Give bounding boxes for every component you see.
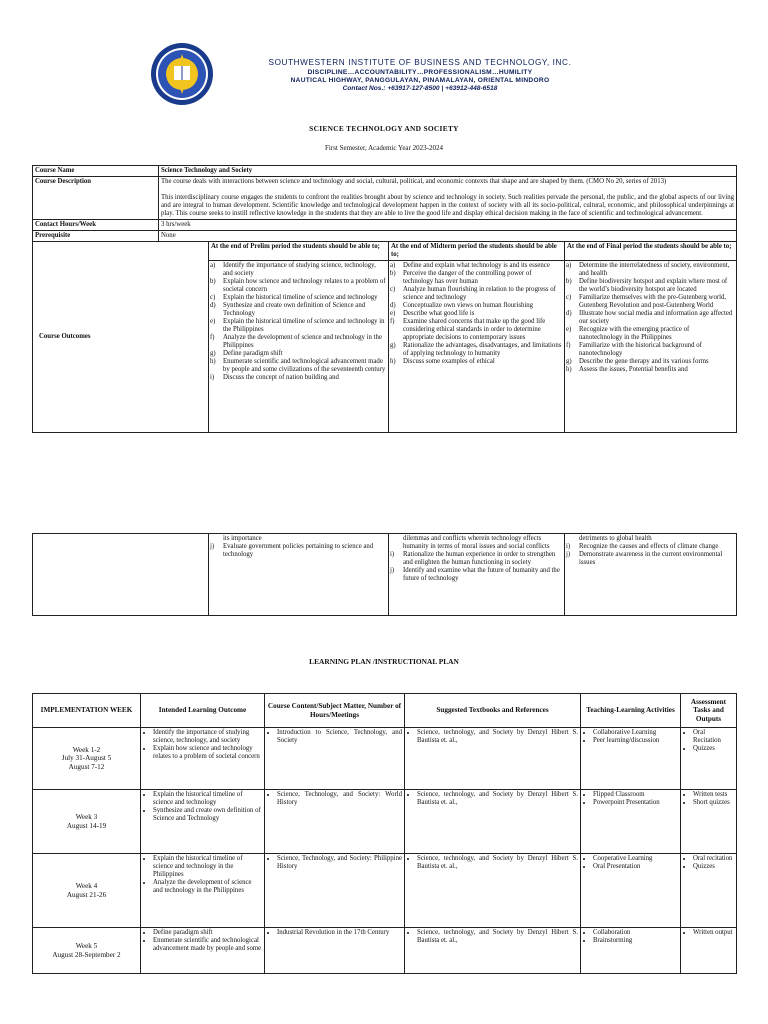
outcome-item bbox=[390, 318, 562, 342]
final-header: At the end of Final period the students should be able to; bbox=[565, 242, 737, 261]
course-outcomes-label: Course Outcomes bbox=[33, 242, 209, 433]
school-address: NAUTICAL HIGHWAY, PANGGULAYAN, PINAMALAYAN, ORIENTAL MINDORO bbox=[290, 77, 550, 84]
document-title: SCIENCE TECHNOLOGY AND SOCIETY bbox=[309, 124, 459, 133]
outcome-item bbox=[210, 334, 386, 350]
assess-cell bbox=[681, 854, 737, 928]
outcome-text: Explain the historical timeline of science and technology in the Philippines bbox=[223, 318, 385, 333]
table-row bbox=[33, 790, 737, 854]
tla-cell bbox=[581, 854, 681, 928]
learning-plan-header-row bbox=[33, 694, 737, 728]
outcome-letter: d) bbox=[210, 302, 216, 309]
outcome-item bbox=[390, 262, 562, 270]
outcome-text: Familiarize themselves with the pre-Gutenberg world, Gutenberg Revolution and post-Gutenberg World bbox=[579, 294, 727, 309]
content-list bbox=[267, 855, 402, 871]
refs-list bbox=[407, 729, 578, 745]
outcome-text: Assess the issues, Potential benefits and bbox=[579, 366, 688, 373]
list-item: • Science, technology, and Society by Denzyl Hibert S. Bautista et. al., bbox=[417, 929, 578, 945]
course-outcomes-continuation-table bbox=[32, 533, 737, 616]
outcome-letter: h) bbox=[210, 358, 216, 365]
assess-list bbox=[683, 855, 734, 871]
assess-cell bbox=[681, 728, 737, 790]
assess-cell bbox=[681, 928, 737, 974]
assess-cell bbox=[681, 790, 737, 854]
ilo-cell bbox=[141, 790, 265, 854]
list-item: • Define paradigm shift bbox=[153, 929, 262, 937]
list-item: dilemmas and conflicts wherein technology effects humanity in terms of moral issues and social conflicts bbox=[403, 535, 550, 550]
outcome-text: Analyze human flourishing in relation to the progress of science and technology bbox=[403, 286, 556, 301]
plan-column-header: Assessment Tasks and Outputs bbox=[681, 694, 737, 728]
outcome-letter: a) bbox=[390, 262, 396, 269]
outcome-letter: e) bbox=[390, 310, 396, 317]
outcome-item bbox=[566, 262, 734, 278]
outcome-item bbox=[566, 366, 734, 374]
outcome-letter: h) bbox=[566, 366, 572, 373]
outcome-item bbox=[390, 551, 562, 567]
contact-hours-value: 3 hrs/week bbox=[159, 220, 737, 231]
outcome-letter: h) bbox=[390, 358, 396, 365]
outcome-text: Discuss the concept of nation building and bbox=[223, 374, 339, 381]
tla-list bbox=[583, 729, 678, 745]
course-name-value: Science Technology and Society bbox=[159, 166, 737, 177]
refs-cell bbox=[405, 928, 581, 974]
outcome-letter: f) bbox=[210, 334, 215, 341]
document-subtitle: First Semester, Academic Year 2023-2024 bbox=[325, 144, 443, 152]
outcome-letter: i) bbox=[390, 551, 395, 558]
refs-cell bbox=[405, 790, 581, 854]
refs-cell bbox=[405, 854, 581, 928]
week-cell bbox=[33, 928, 141, 974]
outcome-letter: g) bbox=[566, 358, 572, 365]
list-item: • Cooperative Learning bbox=[593, 855, 678, 863]
outcome-item bbox=[566, 294, 734, 310]
refs-list bbox=[407, 929, 578, 945]
tla-list bbox=[583, 929, 678, 945]
outcome-item bbox=[566, 358, 734, 366]
content-cell bbox=[265, 928, 405, 974]
outcome-item bbox=[210, 350, 386, 358]
outcome-text: Determine the interrelatedness of society, environment, and health bbox=[579, 262, 730, 277]
week-cell bbox=[33, 728, 141, 790]
list-item: • Peer learning/discussion bbox=[593, 737, 678, 745]
outcome-letter: f) bbox=[566, 342, 571, 349]
outcome-text: Enumerate scientific and technological advancement made by people and some civilizations of the seventeenth century bbox=[223, 358, 386, 373]
outcome-text: Perceive the danger of the controlling power of technology has over human bbox=[403, 270, 532, 285]
list-item: • Explain the historical timeline of science and technology in the Philippines bbox=[153, 855, 262, 879]
list-item: • Explain the historical timeline of science and technology bbox=[153, 791, 262, 807]
ilo-cell bbox=[141, 728, 265, 790]
course-description-p1: The course deals with interactions between science and technology and social, cultural, political, and economic contexts that shape and are shaped by them. (CMO No 20, series of 2013) bbox=[161, 178, 667, 185]
week-line: Week 4 bbox=[75, 881, 98, 890]
outcome-item bbox=[210, 374, 386, 382]
plan-column-header: IMPLEMENTATION WEEK bbox=[33, 694, 141, 728]
outcome-letter: i) bbox=[566, 543, 571, 550]
outcome-text: Synthesize and create own definition of Science and Technology bbox=[223, 302, 366, 317]
outcome-text: Describe what good life is bbox=[403, 310, 475, 317]
week-line: Week 3 bbox=[75, 812, 98, 821]
outcome-letter: a) bbox=[566, 262, 572, 269]
list-item: • Science, technology, and Society by Denzyl Hibert S. Bautista et. al., bbox=[417, 729, 578, 745]
list-item: • Quizzes bbox=[693, 745, 734, 753]
outcome-text: Illustrate how social media and information age affected our society bbox=[579, 310, 733, 325]
outcome-item bbox=[390, 310, 562, 318]
contact-hours-label: Contact Hours/Week bbox=[33, 220, 159, 231]
outcome-text: Define paradigm shift bbox=[223, 350, 283, 357]
midterm-outcomes-continued bbox=[391, 535, 562, 551]
outcome-item bbox=[210, 543, 386, 559]
content-cell bbox=[265, 854, 405, 928]
outcome-item bbox=[566, 342, 734, 358]
week-cell bbox=[33, 854, 141, 928]
outcome-letter: f) bbox=[390, 318, 395, 325]
content-list bbox=[267, 791, 402, 807]
outcome-item bbox=[390, 302, 562, 310]
plan-column-header: Suggested Textbooks and References bbox=[405, 694, 581, 728]
list-item: • Quizzes bbox=[693, 863, 734, 871]
ilo-list bbox=[143, 855, 262, 895]
outcome-letter: e) bbox=[566, 326, 572, 333]
table-row bbox=[33, 928, 737, 974]
week-line: Week 5 bbox=[75, 941, 98, 950]
list-item: • Oral recitation bbox=[693, 855, 734, 863]
outcome-text: Rationalize the human experience in order to strengthen and enlighten the human functioning in society bbox=[403, 551, 556, 566]
list-item: • Science, Technology, and Society: World History bbox=[277, 791, 402, 807]
outcome-item bbox=[566, 326, 734, 342]
outcome-letter: c) bbox=[210, 294, 216, 301]
outcome-item bbox=[390, 270, 562, 286]
prerequisite-value: None bbox=[159, 231, 737, 242]
midterm-outcomes-list bbox=[391, 262, 562, 366]
outcomes-label-continued bbox=[33, 534, 209, 616]
course-description-label: Course Description bbox=[33, 177, 159, 220]
tla-list bbox=[583, 791, 678, 807]
assess-list bbox=[683, 729, 734, 753]
refs-cell bbox=[405, 728, 581, 790]
outcome-text: Examine shared concerns that make up the good life considering ethical standards in order to determine appropriate decisions to contemporary issues bbox=[403, 318, 546, 341]
outcome-letter: d) bbox=[390, 302, 396, 309]
assess-list bbox=[683, 929, 734, 937]
outcome-item bbox=[566, 551, 734, 567]
content-cell bbox=[265, 790, 405, 854]
list-item: • Written tests bbox=[693, 791, 734, 799]
refs-list bbox=[407, 791, 578, 807]
outcome-letter: j) bbox=[566, 551, 571, 558]
outcome-item bbox=[210, 278, 386, 294]
list-item: • Written output bbox=[693, 929, 734, 937]
content-list bbox=[267, 929, 402, 937]
plan-column-header: Teaching-Learning Activities bbox=[581, 694, 681, 728]
outcome-item bbox=[390, 286, 562, 302]
learning-plan-title: LEARNING PLAN /INSTRUCTIONAL PLAN bbox=[309, 657, 459, 666]
outcome-text: Rationalize the advantages, disadvantages, and limitations of applying technology to humanity bbox=[403, 342, 562, 357]
course-name-label: Course Name bbox=[33, 166, 159, 177]
prelim-outcomes-continued bbox=[211, 535, 386, 543]
outcome-text: Recognize the causes and effects of climate change bbox=[579, 543, 719, 550]
tla-list bbox=[583, 855, 678, 871]
outcome-text: Discuss some examples of ethical bbox=[403, 358, 495, 365]
midterm-header: At the end of Midterm period the students should be able to; bbox=[389, 242, 565, 261]
outcome-text: Demonstrate awareness in the current environmental issues bbox=[579, 551, 723, 566]
list-item: • Explain how science and technology relates to a problem of societal concern bbox=[153, 745, 262, 761]
list-item: detriments to global health bbox=[579, 535, 652, 542]
outcome-text: Evaluate government policies pertaining to science and technology bbox=[223, 543, 374, 558]
outcome-item bbox=[566, 278, 734, 294]
outcome-item bbox=[210, 302, 386, 318]
list-item: • Science, technology, and Society by Denzyl Hibert S. Bautista et. al., bbox=[417, 791, 578, 807]
list-item: • Oral Presentation bbox=[593, 863, 678, 871]
outcome-letter: b) bbox=[390, 270, 396, 277]
list-item: • Science, Technology, and Society: Philippine History bbox=[277, 855, 402, 871]
list-item: • Analyze the development of science and technology in the Philippines bbox=[153, 879, 262, 895]
final-outcomes-list bbox=[567, 262, 734, 374]
outcome-letter: g) bbox=[210, 350, 216, 357]
outcome-letter: c) bbox=[390, 286, 396, 293]
letterhead bbox=[150, 38, 620, 108]
outcome-letter: a) bbox=[210, 262, 216, 269]
outcome-item bbox=[210, 262, 386, 278]
school-motto: DISCIPLINE…ACCOUNTABILITY…PROFESSIONALISM…HUMILITY bbox=[307, 69, 533, 76]
week-line: July 31-August 5 bbox=[61, 754, 112, 763]
prelim-outcomes-list bbox=[211, 262, 386, 382]
prelim-outcomes-more bbox=[211, 543, 386, 559]
midterm-outcomes-more bbox=[391, 551, 562, 583]
outcome-letter: c) bbox=[566, 294, 572, 301]
week-line: August 7-12 bbox=[68, 762, 105, 771]
outcome-item bbox=[210, 294, 386, 302]
ilo-cell bbox=[141, 928, 265, 974]
outcome-letter: d) bbox=[566, 310, 572, 317]
course-description-p2: This interdisciplinary course engages the students to confront the realities brought about by science and technology in society. Such realities pervade the personal, the public, and the global aspects of our living and are integral to human development. Scientific knowledge and technological development happen in the context of society with all its socio-political, cultural, economic, and philosophical underpinnings at play. This course seeks to instill reflective knowledge in the students that they are able to live the good life and display ethical decision making in the face of scientific and technological advancement. bbox=[161, 194, 735, 217]
ilo-list bbox=[143, 791, 262, 823]
list-item: • Enumerate scientific and technological advancement made by people and some bbox=[153, 937, 262, 953]
outcome-text: Conceptualize own views on human flourishing bbox=[403, 302, 534, 309]
week-cell bbox=[33, 790, 141, 854]
school-seal-logo bbox=[150, 42, 214, 106]
plan-column-header: Course Content/Subject Matter, Number of Hours/Meetings bbox=[265, 694, 405, 728]
tla-cell bbox=[581, 928, 681, 974]
table-row bbox=[33, 854, 737, 928]
learning-plan-table bbox=[32, 693, 737, 974]
list-item: its importance bbox=[223, 535, 262, 542]
list-item: • Brainstorming bbox=[593, 937, 678, 945]
outcome-text: Familiarize with the historical background of nanotechnology bbox=[579, 342, 702, 357]
outcome-text: Define and explain what technology is and its essence bbox=[403, 262, 550, 269]
final-outcomes-continued bbox=[567, 535, 734, 543]
outcome-item bbox=[390, 358, 562, 366]
content-cell bbox=[265, 728, 405, 790]
content-list bbox=[267, 729, 402, 745]
week-line: August 28-September 2 bbox=[52, 950, 121, 959]
list-item: • Identify the importance of studying science, technology, and society bbox=[153, 729, 262, 745]
week-line: August 21-26 bbox=[66, 890, 107, 899]
week-line: Week 1-2 bbox=[72, 745, 101, 754]
course-info-table bbox=[32, 165, 737, 433]
learning-plan-body bbox=[33, 728, 737, 974]
list-item: • Industrial Revolution in the 17th Century bbox=[277, 929, 402, 937]
final-outcomes-more bbox=[567, 543, 734, 567]
prelim-header: At the end of Prelim period the students should be able to; bbox=[209, 242, 389, 261]
outcome-item bbox=[210, 358, 386, 374]
list-item: • Short quizzes bbox=[693, 799, 734, 807]
list-item: • Oral Recitation bbox=[693, 729, 734, 745]
assess-list bbox=[683, 791, 734, 807]
ilo-list bbox=[143, 929, 262, 953]
list-item: • Science, technology, and Society by Denzyl Hibert S. Bautista et. al., bbox=[417, 855, 578, 871]
refs-list bbox=[407, 855, 578, 871]
table-row bbox=[33, 728, 737, 790]
plan-column-header: Intended Learning Outcome bbox=[141, 694, 265, 728]
ilo-list bbox=[143, 729, 262, 761]
prerequisite-label: Prerequisite bbox=[33, 231, 159, 242]
outcome-text: Explain the historical timeline of science and technology bbox=[223, 294, 378, 301]
outcome-text: Analyze the development of science and technology in the Philippines bbox=[223, 334, 382, 349]
outcome-item bbox=[566, 543, 734, 551]
list-item: • Collaborative Learning bbox=[593, 729, 678, 737]
list-item: • Synthesize and create own definition of Science and Technology bbox=[153, 807, 262, 823]
outcome-letter: g) bbox=[390, 342, 396, 349]
list-item: • Flipped Classroom bbox=[593, 791, 678, 799]
outcome-item bbox=[390, 342, 562, 358]
school-contact: Contact Nos.: +63917-127-8500 | +63912-448-6518 bbox=[342, 85, 498, 92]
week-line: August 14-19 bbox=[66, 821, 107, 830]
outcome-text: Recognize with the emerging practice of nanotechnology in the Philippines bbox=[579, 326, 690, 341]
list-item: • Collaboration bbox=[593, 929, 678, 937]
outcome-item bbox=[210, 318, 386, 334]
outcome-text: Explain how science and technology relates to a problem of societal concern bbox=[223, 278, 386, 293]
list-item: • Powerpoint Presentation bbox=[593, 799, 678, 807]
outcome-text: Define biodiversity hotspot and explain where most of the world’s biodiversity hotspot are located bbox=[579, 278, 728, 293]
outcome-text: Identify the importance of studying science, technology, and society bbox=[223, 262, 376, 277]
outcome-text: Identify and examine what the future of humanity and the future of technology bbox=[403, 567, 560, 582]
outcome-letter: b) bbox=[566, 278, 572, 285]
tla-cell bbox=[581, 790, 681, 854]
outcome-text: Describe the gene therapy and its various forms bbox=[579, 358, 709, 365]
ilo-cell bbox=[141, 854, 265, 928]
outcome-letter: j) bbox=[390, 567, 395, 574]
tla-cell bbox=[581, 728, 681, 790]
outcome-letter: j) bbox=[210, 543, 215, 550]
list-item: • Introduction to Science, Technology, and Society bbox=[277, 729, 402, 745]
school-name: SOUTHWESTERN INSTITUTE OF BUSINESS AND TECHNOLOGY, INC. bbox=[268, 58, 572, 67]
outcome-item bbox=[566, 310, 734, 326]
outcome-letter: i) bbox=[210, 374, 215, 381]
outcome-letter: b) bbox=[210, 278, 216, 285]
outcome-item bbox=[390, 567, 562, 583]
outcome-letter: e) bbox=[210, 318, 216, 325]
